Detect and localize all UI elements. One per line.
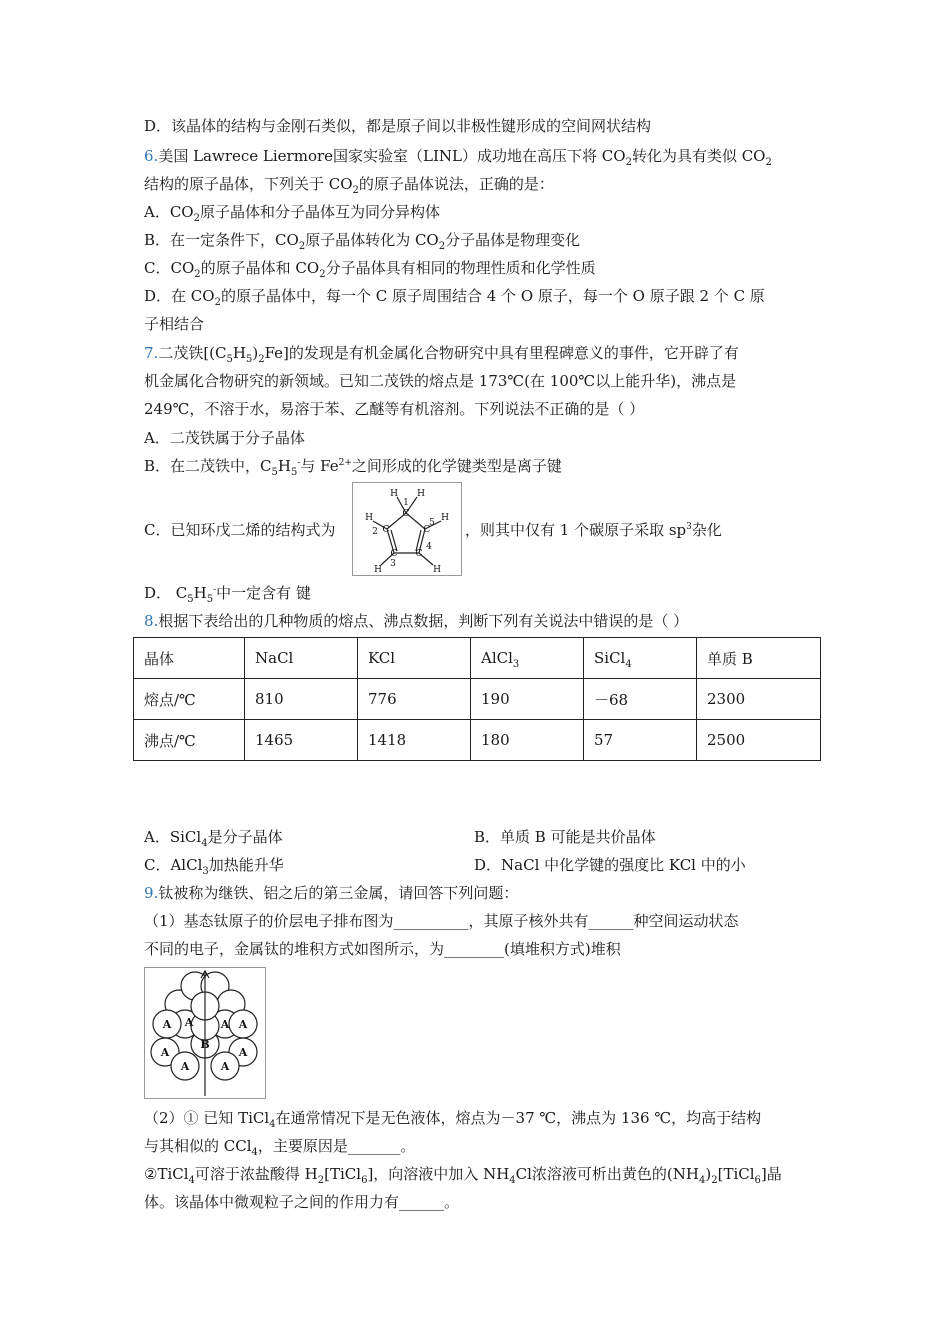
- struct-label: H: [390, 489, 398, 499]
- titanium-packing-figure: [144, 967, 266, 1099]
- q8-stem: 8.根据下表给出的几种物质的熔点、沸点数据，判断下列有关说法中错误的是（ ）: [144, 612, 689, 630]
- table-cell: －68: [584, 679, 697, 720]
- struct-label: C: [382, 525, 390, 535]
- struct-label: H: [374, 565, 382, 575]
- q8-number: 8.: [144, 612, 159, 630]
- q7-option-b: B．在二茂铁中，$C_5H_5^-$与 $Fe^{2+}$之间形成的化学键类型是离子键: [144, 457, 562, 478]
- q7-stem-line2: 机金属化合物研究的新领域。已知二茂铁的熔点是 173℃(在 100℃以上能升华)，沸点是: [144, 372, 737, 390]
- q9-part2-line2: 与其相似的 CCl$_4$，主要原因是_______。: [144, 1137, 416, 1158]
- q5-option-d: D．该晶体的结构与金刚石类似，都是原子间以非极性键形成的空间网状结构: [144, 117, 652, 135]
- q8-option-d: D．NaCl 中化学键的强度比 KCl 中的小: [474, 856, 746, 874]
- q9-part2-line1: （2）① 已知 TiCl$_4$在通常情况下是无色液体，熔点为－37 ℃，沸点为 136 ℃，均高于结构: [144, 1109, 762, 1130]
- q6-stem-line2: 结构的原子晶体，下列关于 $CO_2$的原子晶体说法，正确的是：: [144, 175, 554, 196]
- table-cell: 单质 B: [697, 638, 821, 679]
- q8-option-b: B．单质 B 可能是共价晶体: [474, 828, 656, 846]
- struct-label: C: [423, 525, 431, 535]
- struct-label: C: [390, 549, 398, 559]
- table-cell: 190: [471, 679, 584, 720]
- q9-number: 9.: [144, 884, 159, 902]
- q9-part1-line2: 不同的电子，金属钛的堆积方式如图所示，为________(填堆积方式)堆积: [144, 940, 621, 958]
- struct-label: 2: [372, 527, 378, 537]
- packing-label: B: [200, 1038, 210, 1051]
- struct-label: H: [433, 565, 441, 575]
- q7-stem-line1: 7.二茂铁$[(C_5H_5)_2Fe]$的发现是有机金属化合物研究中具有里程碑意义的事件，它开辟了有: [144, 344, 739, 365]
- packing-label: A: [220, 1060, 230, 1073]
- q7-number: 7.: [144, 344, 159, 362]
- cyclopentadiene-structure-figure: [352, 482, 462, 576]
- table-header-row: [134, 638, 821, 679]
- q6-option-a: A．$CO_2$原子晶体和分子晶体互为同分异构体: [144, 203, 440, 224]
- table-cell: 晶体: [134, 638, 245, 679]
- q7-option-a: A．二茂铁属于分子晶体: [144, 429, 305, 447]
- q6-option-d: D．在 $CO_2$的原子晶体中，每一个 C 原子周围结合 4 个 O 原子，每一个 O 原子跟 2 个 C 原: [144, 287, 765, 308]
- q6-option-d-cont: 子相结合: [144, 315, 205, 333]
- table-row: [134, 720, 821, 761]
- table-cell: SiCl$_4$: [584, 638, 697, 679]
- q8-option-a: A．SiCl$_4$是分子晶体: [144, 828, 283, 849]
- q6-option-c: C．$CO_2$的原子晶体和 $CO_2$分子晶体具有相同的物理性质和化学性质: [144, 259, 596, 280]
- table-cell: 熔点/℃: [134, 679, 245, 720]
- q9-stem: 9.钛被称为继铁、铝之后的第三金属，请回答下列问题：: [144, 884, 519, 902]
- struct-label: 4: [426, 542, 432, 552]
- packing-svg: [145, 968, 265, 1098]
- q6-stem-line1: 6.美国 Lawrece Liermore国家实验室（LINL）成功地在高压下将 $CO_2$转化为具有类似 $CO_2$: [144, 147, 772, 168]
- struct-label: H: [441, 513, 449, 523]
- q7-option-c-text2: ，则其中仅有 1 个碳原子采取 $sp^3$杂化: [465, 521, 722, 539]
- packing-label: A: [238, 1018, 248, 1031]
- packing-label: A: [180, 1060, 190, 1073]
- packing-label: A: [220, 1018, 230, 1031]
- packing-label: A: [160, 1046, 170, 1059]
- q9-part2-line4: 体。该晶体中微观粒子之间的作用力有______。: [144, 1193, 460, 1211]
- table-cell: 776: [358, 679, 471, 720]
- table-cell: 1418: [358, 720, 471, 761]
- struct-label: H: [365, 513, 373, 523]
- q7-option-d: D． $C_5H_5^-$中一定含有 键: [144, 584, 311, 605]
- table-cell: 2500: [697, 720, 821, 761]
- table-cell: AlCl$_3$: [471, 638, 584, 679]
- q9-part1-line1: （1）基态钛原子的价层电子排布图为__________，其原子核外共有______种空间运动状态: [144, 912, 739, 930]
- q6-number: 6.: [144, 147, 159, 165]
- q7-option-c-text: C．已知环戊二烯的结构式为: [144, 521, 336, 539]
- melting-boiling-table: [133, 637, 821, 761]
- table-cell: 沸点/℃: [134, 720, 245, 761]
- packing-label: A: [184, 1016, 194, 1029]
- table-cell: 57: [584, 720, 697, 761]
- q7-stem-line3: 249℃，不溶于水，易溶于苯、乙醚等有机溶剂。下列说法不正确的是（ ）: [144, 400, 645, 418]
- struct-label: C: [415, 549, 423, 559]
- table-cell: 2300: [697, 679, 821, 720]
- q8-option-c: C．AlCl$_3$加热能升华: [144, 856, 284, 877]
- q6-option-b: B．在一定条件下，$CO_2$原子晶体转化为 $CO_2$分子晶体是物理变化: [144, 231, 581, 252]
- table-cell: NaCl: [245, 638, 358, 679]
- struct-label: H: [417, 489, 425, 499]
- table-cell: 1465: [245, 720, 358, 761]
- struct-label: 3: [390, 559, 396, 569]
- struct-label: C: [402, 509, 410, 519]
- packing-label: A: [162, 1018, 172, 1031]
- struct-label: 5: [429, 518, 435, 528]
- cyclopentadiene-svg: [353, 483, 461, 575]
- struct-label: 1: [403, 498, 409, 508]
- table-cell: KCl: [358, 638, 471, 679]
- table-cell: 180: [471, 720, 584, 761]
- packing-label: A: [238, 1046, 248, 1059]
- table-cell: 810: [245, 679, 358, 720]
- q9-part2-line3: ②TiCl$_4$可溶于浓盐酸得 $H_2[TiCl_6]$，向溶液中加入 $NH_4Cl$浓溶液可析出黄色的$(NH_4)_2[TiCl_6]$晶: [144, 1165, 782, 1186]
- table-row: [134, 679, 821, 720]
